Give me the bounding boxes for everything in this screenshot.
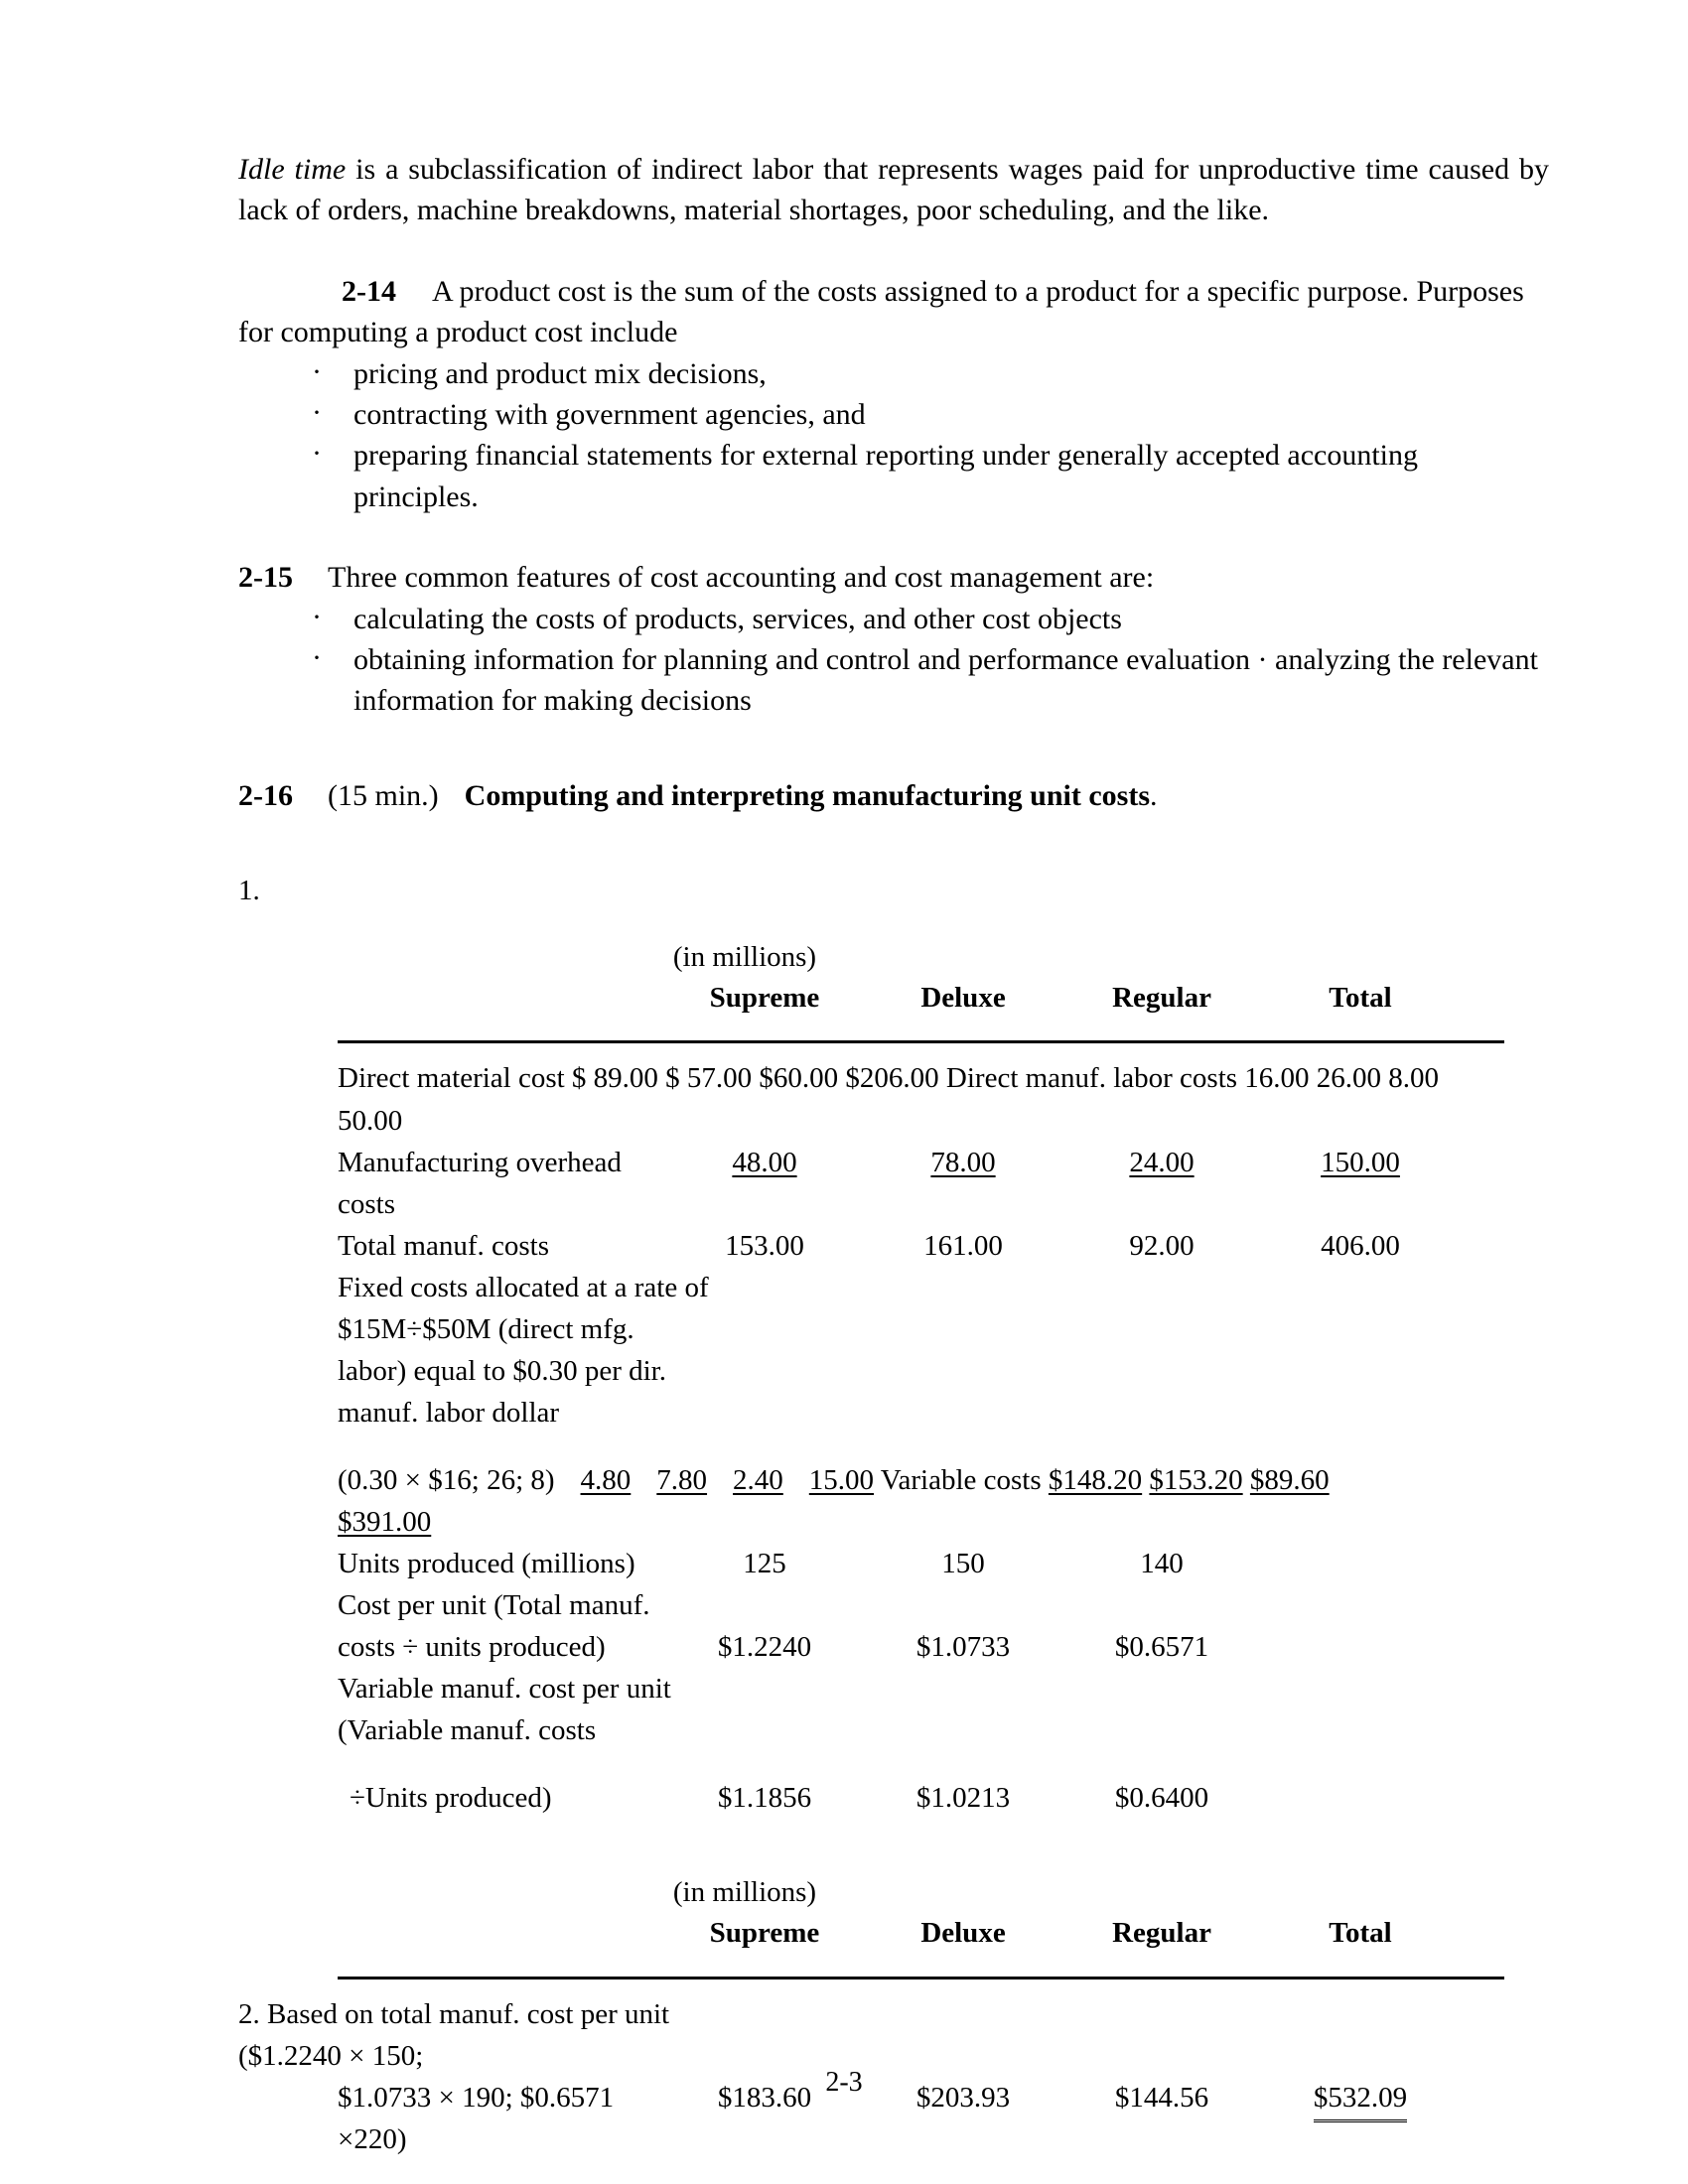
cell-value: 125: [743, 1547, 786, 1579]
cell-text: 150.00: [1321, 1146, 1400, 1178]
direct-material-flow-text: Direct material cost $ 89.00 $ 57.00 $60.00 $206.00 Direct manuf. labor costs 16.00 26.00 8.00: [338, 1062, 1440, 1095]
variable-costs-value: $148.20: [1048, 1463, 1143, 1496]
bullet-text: preparing financial statements for external reporting under generally accepted accounting principles.: [353, 439, 1419, 513]
table-top-rule: [338, 1040, 1504, 1043]
bullet-text: calculating the costs of products, services, and other cost objects: [353, 602, 1122, 635]
variable-costs-value: $153.20: [1149, 1463, 1243, 1496]
page-number: 2-3: [825, 2067, 863, 2098]
cell-value: [1261, 1777, 1460, 1819]
fixed-note-line: $15M÷$50M (direct mfg.: [338, 1312, 634, 1345]
table-row: [238, 1142, 1549, 1225]
cell-value: $144.56: [1114, 2081, 1209, 2114]
cell-value: 161.00: [923, 1229, 1003, 1262]
fixed-note-line: manuf. labor dollar: [338, 1396, 560, 1429]
fixed-note-line: labor) equal to $0.30 per dir.: [338, 1354, 666, 1387]
list-item: [238, 394, 1549, 435]
table-row-wrap: [238, 1100, 1549, 1142]
var-cost-per-unit-label-line2: (Variable manuf. costs: [338, 1714, 597, 1747]
cell-value: $0.6400: [1114, 1782, 1209, 1815]
part1-table: [238, 870, 1549, 1819]
cell-value: $1.0733: [915, 1631, 1011, 1664]
question-2-15-bullets: [238, 599, 1549, 722]
var-cost-per-unit-label-line1: Variable manuf. cost per unit: [338, 1673, 671, 1706]
list-item: [238, 639, 1549, 722]
table-row: [238, 1543, 1549, 1584]
cell-value: 406.00: [1321, 1229, 1400, 1262]
part2-total: $532.09: [1314, 2077, 1407, 2122]
column-header-supreme: Supreme: [709, 1917, 820, 1950]
table-row: [238, 1225, 1549, 1267]
question-2-16-title-period: .: [1150, 778, 1158, 812]
column-header-blank: [238, 1913, 665, 1954]
part1-label: 1.: [238, 875, 260, 907]
part1-units-note: (in millions): [672, 941, 817, 974]
cell-value: $1.2240: [717, 1631, 812, 1664]
question-2-15: [238, 557, 1549, 598]
cell-value: [1261, 1543, 1460, 1584]
allocation-value: 15.00: [808, 1463, 875, 1496]
variable-costs-total: $391.00: [338, 1505, 432, 1538]
column-header-deluxe: Deluxe: [920, 1917, 1006, 1950]
cell-value: [1062, 1142, 1261, 1225]
spacer: [238, 816, 1549, 870]
spacer: [238, 1819, 1549, 1872]
list-item: [238, 435, 1549, 517]
question-2-16-time: (15 min.): [328, 778, 439, 812]
question-2-15-number: 2-15: [238, 561, 293, 595]
allocation-row: [238, 1459, 1549, 1501]
intro-text: is a subclassification of indirect labor that represents wages paid for unproductive time caused by lack of orders, machine breakdowns, material shortages, poor scheduling, and the like.: [238, 153, 1549, 227]
question-2-16-title: Computing and interpreting manufacturing unit costs: [464, 778, 1151, 812]
page-footer: [0, 2067, 1688, 2099]
column-header-supreme: Supreme: [709, 982, 820, 1015]
intro-paragraph: [238, 149, 1549, 231]
table-row: [238, 1777, 1549, 1819]
bullet-text: contracting with government agencies, and: [353, 397, 866, 431]
cell-value: 140: [1140, 1547, 1184, 1579]
cell-value: [864, 1142, 1062, 1225]
row-label-var-cost-per-unit: ÷Units produced): [350, 1782, 552, 1815]
spacer: [238, 722, 1549, 775]
variable-costs-value: $89.60: [1249, 1463, 1330, 1496]
row-label-total-manuf: Total manuf. costs: [338, 1229, 550, 1262]
question-2-14-number: 2-14: [342, 274, 396, 308]
part2-table: [238, 1872, 1549, 2160]
list-item: [238, 599, 1549, 639]
cell-value: $1.1856: [717, 1782, 812, 1815]
cell-value: [1261, 1626, 1460, 1668]
part1-column-headers: [238, 978, 1549, 1019]
question-2-14: [238, 271, 1549, 353]
column-header-blank: [238, 978, 665, 1019]
column-header-total: Total: [1329, 1917, 1392, 1950]
cell-value: [1261, 1142, 1460, 1225]
table-row: [238, 1057, 1549, 1099]
direct-material-flow-wrap-text: 50.00: [338, 1104, 403, 1137]
table-row: [238, 1626, 1549, 1668]
spacer: [238, 1751, 1549, 1777]
row-label-cost-per-unit: costs ÷ units produced): [338, 1631, 606, 1664]
cell-value: $0.6571: [1114, 1631, 1209, 1664]
list-item: [238, 353, 1549, 394]
allocation-label: (0.30 × $16; 26; 8): [338, 1463, 555, 1496]
part2-line1: 2. Based on total manuf. cost per unit: [238, 1997, 670, 2030]
part2-line2: ($1.2240 × 150;: [238, 2039, 424, 2072]
question-2-14-bullets: [238, 353, 1549, 518]
spacer: [238, 517, 1549, 557]
column-header-total: Total: [1329, 982, 1392, 1015]
column-header-deluxe: Deluxe: [920, 982, 1006, 1015]
cell-value: 92.00: [1129, 1229, 1195, 1262]
bullet-text: obtaining information for planning and control and performance evaluation · analyzing the relevant information for making decisions: [353, 642, 1538, 718]
part2-units-note: (in millions): [672, 1876, 817, 1909]
cell-value: 153.00: [725, 1229, 804, 1262]
cell-text: 78.00: [930, 1146, 996, 1178]
cell-text: 48.00: [732, 1146, 797, 1178]
row-label-units-produced: Units produced (millions): [338, 1547, 635, 1579]
question-2-14-text: A product cost is the sum of the costs assigned to a product for a specific purpose. Purposes for computing a product cost include: [238, 274, 1524, 349]
question-2-16-heading: [328, 775, 1549, 816]
part2-column-headers: [238, 1913, 1549, 1954]
question-2-15-text: Three common features of cost accounting and cost management are:: [328, 561, 1155, 595]
variable-costs-total-row: [238, 1501, 1549, 1543]
column-header-regular: Regular: [1112, 1917, 1211, 1950]
fixed-note-line: Fixed costs allocated at a rate of: [338, 1271, 709, 1303]
column-header-regular: Regular: [1112, 982, 1211, 1015]
bullet-text: pricing and product mix decisions,: [353, 356, 767, 390]
part2-line3: $1.0733 × 190; $0.6571 ×220): [338, 2081, 615, 2155]
question-2-16: [238, 775, 1549, 816]
row-label-mfg-overhead: Manufacturing overhead costs: [338, 1146, 622, 1220]
allocation-value: 4.80: [580, 1463, 632, 1496]
table-top-rule: [338, 1977, 1504, 1979]
cell-value: $1.0213: [915, 1782, 1011, 1815]
spacer: [238, 231, 1549, 271]
cell-value: $203.93: [915, 2081, 1011, 2114]
cell-value: [665, 1142, 864, 1225]
question-2-16-number: 2-16: [238, 778, 293, 812]
cost-per-unit-label-line1: Cost per unit (Total manuf.: [338, 1589, 650, 1622]
allocation-value: 2.40: [733, 1463, 783, 1496]
variable-costs-label: Variable costs: [880, 1463, 1042, 1496]
intro-term: Idle time: [238, 153, 347, 186]
spacer: [238, 1433, 1549, 1459]
cell-text: 24.00: [1129, 1146, 1195, 1178]
page-content: [238, 149, 1549, 2160]
allocation-value: 7.80: [656, 1463, 708, 1496]
cell-value: $183.60: [717, 2081, 812, 2114]
cell-value: 150: [941, 1547, 985, 1579]
spacer: [238, 911, 1549, 937]
